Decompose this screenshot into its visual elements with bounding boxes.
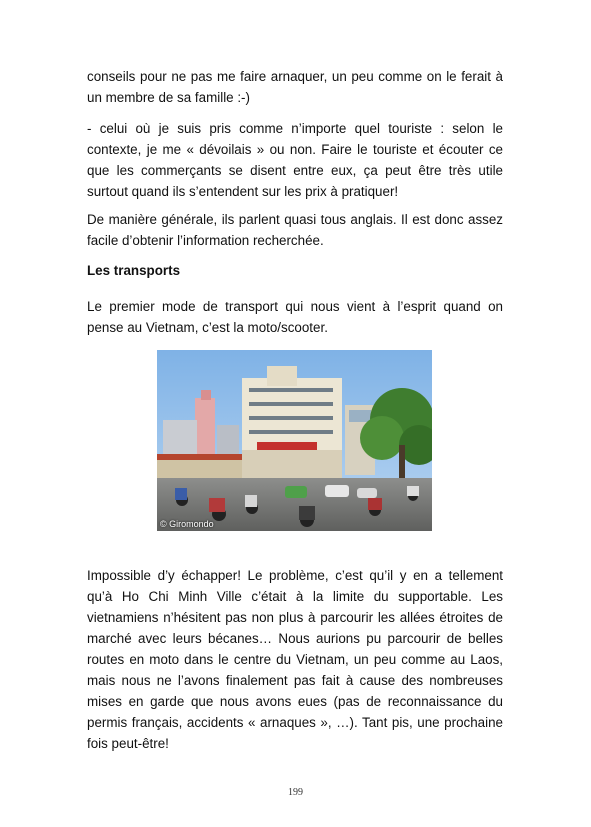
street-photo	[157, 350, 432, 531]
street-scene-illustration	[157, 350, 432, 531]
photo-credit: © Giromondo	[160, 519, 214, 529]
section-heading: Les transports	[87, 263, 181, 278]
paragraph-scooters: Impossible d’y échapper! Le problème, c’est qu’il y en a tellement qu’à Ho Chi Minh Ville c’était à la limite du supportable. Les vietnamiens n’hésitent pas non plus à parcourir les allées étroites de marché avec leurs bécanes… Nous aurions pu parcourir de belles routes en moto dans le centre du Vietnam, un peu comme au Laos, mais nous ne l’avons finalement pas fait à cause des nombreuses mises en garde que nous avons eues (pas de reconnaissance du permis français, accidents « arnaques », …). Tant pis, une prochaine fois peut-être!	[87, 568, 503, 751]
paragraph-english: De manière générale, ils parlent quasi tous anglais. Il est donc assez facile d’obtenir l’information recherchée.	[87, 212, 503, 248]
paragraph-intro: conseils pour ne pas me faire arnaquer, un peu comme on le ferait à un membre de sa famille :-)	[87, 69, 503, 105]
page-number: 199	[288, 787, 303, 798]
paragraph-transport-intro: Le premier mode de transport qui nous vient à l’esprit quand on pense au Vietnam, c’est la moto/scooter.	[87, 299, 503, 335]
paragraph-tourist: - celui où je suis pris comme n’importe quel touriste : selon le contexte, je me « dévoilais » ou non. Faire le touriste et écouter ce que les commerçants se disent entre eux, ça peut être très utile surtout quand ils s’entendent sur les prix à pratiquer!	[87, 121, 503, 199]
